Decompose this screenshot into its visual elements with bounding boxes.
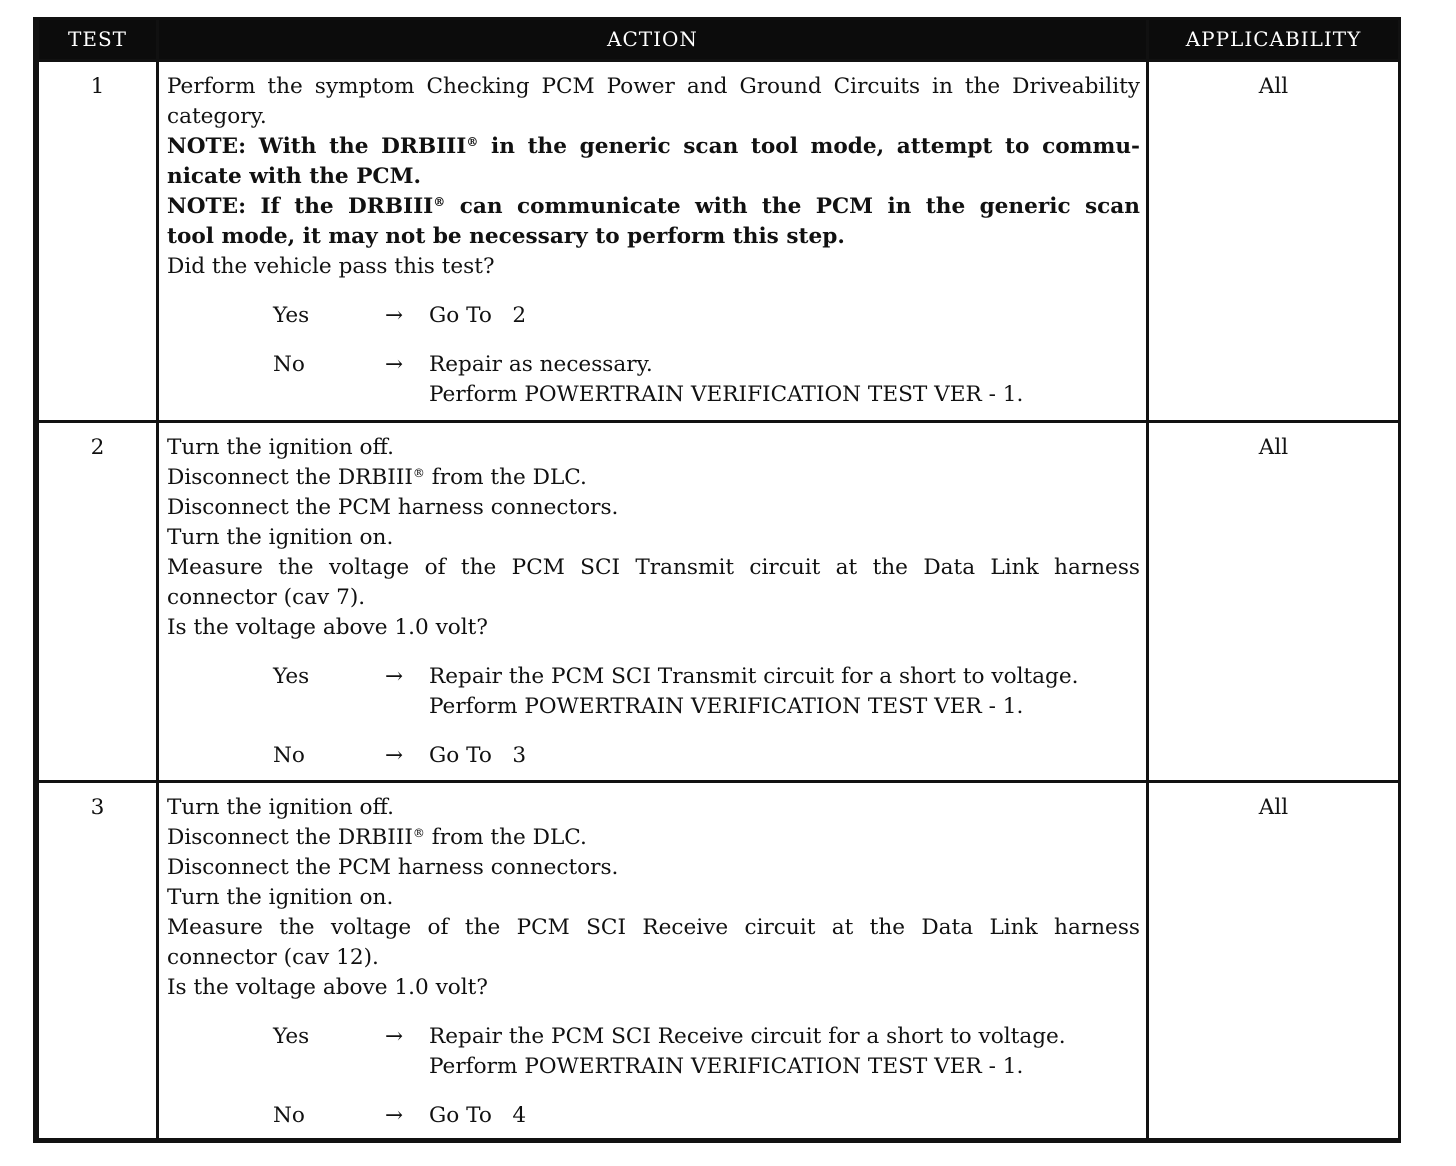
applicability-value: All: [1258, 794, 1289, 820]
instruction-text-part: can communicate with the PCM in the generic scan: [445, 193, 1140, 219]
test-number-cell: [38, 781, 158, 1139]
applicability-cell: [1148, 421, 1400, 781]
arrow-icon: →: [385, 302, 404, 328]
answer-result-line: Repair the PCM SCI Transmit circuit for a short to voltage.: [429, 663, 1079, 689]
instruction-line: Measure the voltage of the PCM SCI Transmit circuit at the Data Link harness: [167, 554, 1140, 580]
instruction-line: Is the voltage above 1.0 volt?: [167, 614, 488, 640]
applicability-cell: [1148, 60, 1400, 421]
answer-result: [429, 1022, 1140, 1082]
instruction-text-part: Disconnect the DRBIII: [167, 464, 413, 490]
instruction-line: Turn the ignition on.: [167, 524, 394, 550]
instruction-text-part: from the DLC.: [424, 824, 587, 850]
table-row: [38, 60, 1400, 421]
applicability-cell: [1148, 781, 1400, 1139]
instruction-line: connector (cav 12).: [167, 944, 379, 970]
answer-result: [429, 662, 1140, 722]
answer-label: Yes: [273, 663, 310, 689]
answer-label: No: [273, 1102, 305, 1128]
instruction-line: Turn the ignition off.: [167, 794, 394, 820]
action-cell: [158, 60, 1148, 421]
action-cell: [158, 421, 1148, 781]
arrow-icon: →: [385, 1023, 404, 1049]
test-number: 1: [90, 73, 105, 99]
arrow-icon: →: [385, 663, 404, 689]
diagnostic-test-table: [36, 20, 1401, 1141]
table-header-row: [38, 20, 1400, 60]
answer-label: No: [273, 351, 305, 377]
answer-list: [167, 662, 1140, 771]
header-test: TEST: [38, 20, 158, 60]
instruction-line: [167, 463, 1140, 493]
arrow-icon: →: [385, 351, 404, 377]
note-line: tool mode, it may not be necessary to perform this step.: [167, 223, 845, 249]
answer-result: [429, 350, 1140, 410]
answer-branch: [273, 301, 1140, 331]
answer-result-line: Go To 2: [429, 302, 527, 328]
instruction-line: Measure the voltage of the PCM SCI Receive circuit at the Data Link harness: [167, 914, 1140, 940]
instruction-line: connector (cav 7).: [167, 584, 366, 610]
diagnostic-test-table-frame: [33, 17, 1401, 1143]
instruction-line: Turn the ignition on.: [167, 884, 394, 910]
instruction-text-part: NOTE: With the DRBIII: [167, 133, 467, 159]
answer-result-line: Perform POWERTRAIN VERIFICATION TEST VER - 1.: [429, 381, 1024, 407]
instruction-text-part: from the DLC.: [424, 464, 587, 490]
answer-list: [167, 301, 1140, 410]
answer-branch: [273, 350, 1140, 410]
registered-mark: ®: [412, 465, 425, 480]
test-number-cell: [38, 421, 158, 781]
test-number: 3: [90, 794, 105, 820]
header-applicability: APPLICABILITY: [1148, 20, 1400, 60]
answer-result-line: Perform POWERTRAIN VERIFICATION TEST VER - 1.: [429, 693, 1024, 719]
instruction-text-part: NOTE: If the DRBIII: [167, 193, 434, 219]
applicability-value: All: [1258, 73, 1289, 99]
test-number-cell: [38, 60, 158, 421]
note-line: [167, 192, 1140, 222]
answer-label: Yes: [273, 1023, 310, 1049]
answer-result-line: Go To 3: [429, 742, 527, 768]
answer-result-line: Perform POWERTRAIN VERIFICATION TEST VER - 1.: [429, 1053, 1024, 1079]
answer-result: [429, 301, 1140, 331]
answer-result: [429, 1101, 1140, 1131]
answer-result-line: Repair the PCM SCI Receive circuit for a short to voltage.: [429, 1023, 1066, 1049]
header-action: ACTION: [158, 20, 1148, 60]
table-row: [38, 421, 1400, 781]
instruction-line: Turn the ignition off.: [167, 434, 394, 460]
note-line: [167, 132, 1140, 162]
answer-result-line: Go To 4: [429, 1102, 527, 1128]
action-cell: [158, 781, 1148, 1139]
instruction-line: category.: [167, 103, 267, 129]
applicability-value: All: [1258, 434, 1289, 460]
answer-result-line: Repair as necessary.: [429, 351, 653, 377]
instruction-text-part: Disconnect the DRBIII: [167, 824, 413, 850]
answer-branch: [273, 662, 1140, 722]
table-row: [38, 781, 1400, 1139]
answer-branch: [273, 1101, 1140, 1131]
instruction-line: Did the vehicle pass this test?: [167, 253, 495, 279]
registered-mark: ®: [412, 825, 425, 840]
registered-mark: ®: [466, 134, 479, 149]
answer-branch: [273, 741, 1140, 771]
registered-mark: ®: [433, 194, 446, 209]
note-line: nicate with the PCM.: [167, 163, 422, 189]
answer-list: [167, 1022, 1140, 1131]
test-number: 2: [90, 434, 105, 460]
answer-label: No: [273, 742, 305, 768]
answer-branch: [273, 1022, 1140, 1082]
arrow-icon: →: [385, 1102, 404, 1128]
arrow-icon: →: [385, 742, 404, 768]
answer-label: Yes: [273, 302, 310, 328]
instruction-line: [167, 823, 1140, 853]
instruction-line: Disconnect the PCM harness connectors.: [167, 854, 619, 880]
answer-result: [429, 741, 1140, 771]
instruction-line: Is the voltage above 1.0 volt?: [167, 974, 488, 1000]
instruction-line: Disconnect the PCM harness connectors.: [167, 494, 619, 520]
instruction-line: Perform the symptom Checking PCM Power and Ground Circuits in the Driveability: [167, 73, 1140, 99]
instruction-text-part: in the generic scan tool mode, attempt to commu-: [478, 133, 1140, 159]
